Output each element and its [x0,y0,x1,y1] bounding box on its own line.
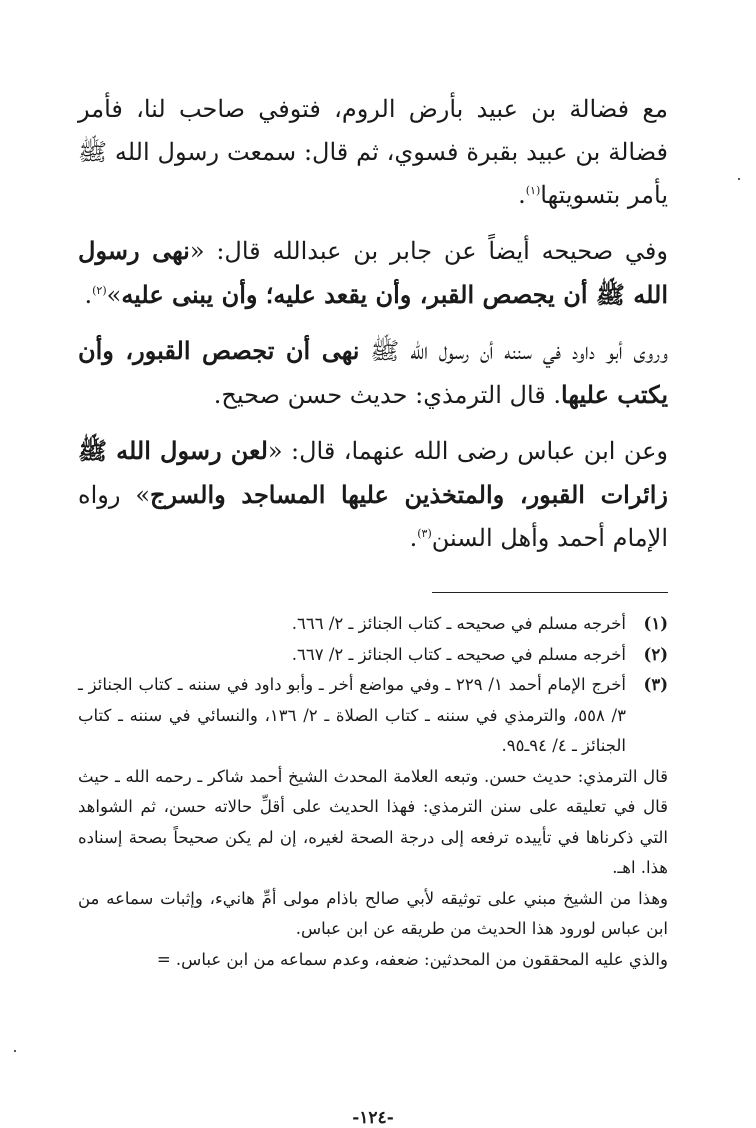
paragraph [78,329,668,417]
text-run: وعن ابن عباس رضى الله عنهما، قال: « [267,437,669,465]
footnote [78,609,668,640]
footnote-number: (٣) [643,675,668,694]
scan-mark [738,178,740,180]
text-run: وفي صحيحه أيضاً عن جابر بن عبدالله قال: « [189,237,668,265]
footnote-text: أخرجه مسلم في صحيحه ـ كتاب الجنائز ـ ٢/ ٦٦٦. [291,614,626,633]
footnote-text: أخرج الإمام أحمد ١/ ٢٢٩ ـ وفي مواضع أخر ـ وأبو داود في سننه ـ كتاب الجنائز ـ ٣/ ٥٥٨، والترمذي في سننه ـ كتاب الصلاة ـ ٢/ ١٣٦، والنسائي في سننه ـ كتاب الجنائز ـ ٤/ ٩٤ـ٩٥. [78,675,626,755]
bold-text: نهى أن تجصص القبور، وأن يكتب عليها [78,336,668,409]
footnotes [78,609,668,975]
footnote-separator-row [78,572,668,609]
text-run: . [409,524,418,552]
paragraph [78,88,668,217]
text-run: . قال الترمذي: حديث حسن صحيح. [213,381,562,409]
paragraph [78,429,668,560]
bold-text: نهى رسول الله ﷺ أن يجصص القبر، وأن يقعد عليه؛ وأن يبنى عليه [78,236,668,309]
footnote-text: أخرجه مسلم في صحيحه ـ كتاب الجنائز ـ ٢/ ٦٦٧. [291,644,626,664]
text-run: وروى أبو داود في سننه أن رسول الله ﷺ [359,337,669,365]
footnote-continuation: وهذا من الشيخ مبني على توثيقه لأبي صالح باذام مولى أمِّ هانيء، وإثبات سماعه من ابن عباس لورود هذا الحديث من طريقه عن ابن عباس. [78,888,668,938]
scan-mark [14,1050,16,1052]
footnote-separator [432,592,668,593]
footnote-number: (١) [643,614,668,633]
footnote-ref: (٢) [92,284,107,297]
bold-text: لعن رسول الله ﷺ زائرات القبور، والمتخذين عليها المساجد والسرج [78,436,669,509]
main-text [78,88,668,560]
text-run: . [518,181,526,209]
footnote-continuation: قال الترمذي: حديث حسن. وتبعه العلامة المحدث الشيخ أحمد شاكر ـ رحمه الله ـ حيث قال في تعليقه على سنن الترمذي: فهذا الحديث على أقلِّ حالاته حسن، ثم الشواهد التي ذكرناها في تأييده ترفعه إلى درجة الصحة لغيره، إن لم يكن صحيحاً بصحة إسناده هذا. اهـ. [78,766,668,877]
text-run: » [106,281,122,309]
book-page [78,88,669,1128]
paragraph [78,229,668,317]
footnote-continuation: والذي عليه المحققون من المحدثين: ضعفه، وعدم سماعه من ابن عباس. = [156,949,668,969]
footnote [78,670,668,762]
footnote-ref: (٣) [417,527,432,540]
text-run: . [84,281,93,309]
page-number: -١٢٤- [352,1108,394,1128]
footnote [78,640,668,671]
footnote-number: (٢) [643,644,668,664]
text-run: مع فضالة بن عبيد بأرض الروم، فتوفي صاحب لنا، فأمر فضالة بن عبيد بقبرة فسوي، ثم قال: سمعت رسول الله ﷺ يأمر بتسويتها [78,95,668,209]
text-run: » رواه الإمام أحمد وأهل السنن [78,481,668,552]
footnote-ref: (١) [525,184,541,197]
